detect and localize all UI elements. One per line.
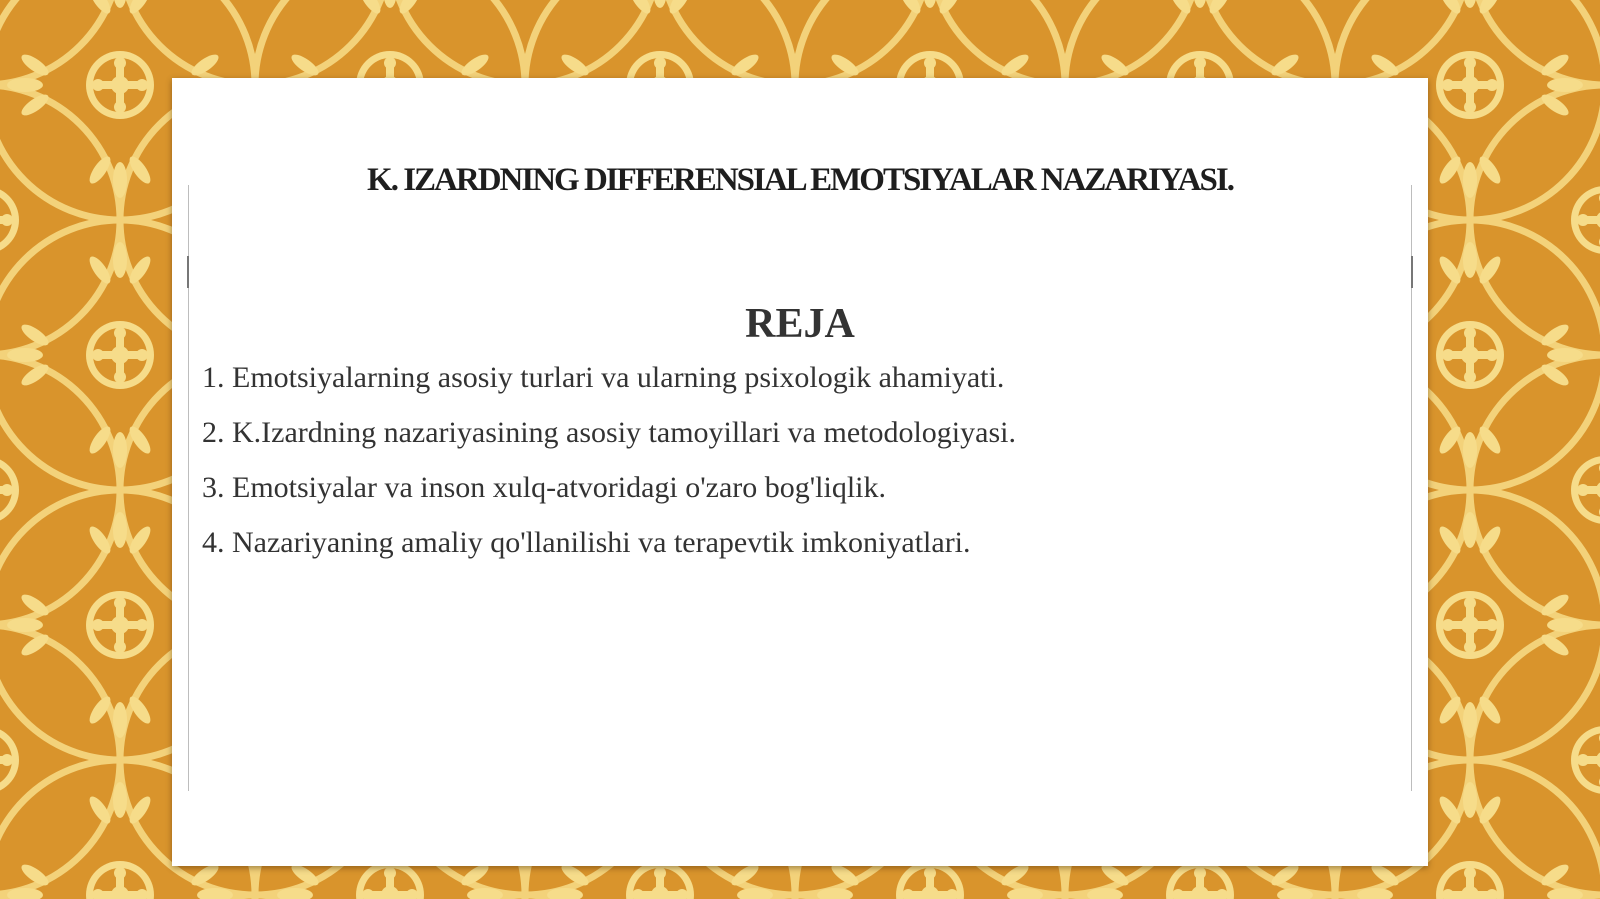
plan-item-3: 3. Emotsiyalar va inson xulq-atvoridagi o'zaro bog'liqlik. xyxy=(202,471,887,504)
plan-item-4: 4. Nazariyaning amaliy qo'llanilishi va terapevtik imkoniyatlari. xyxy=(202,526,971,559)
left-border-tick xyxy=(187,256,189,288)
slide-title: K. IZARDNING DIFFERENSIAL EMOTSIYALAR NAZARIYASI. xyxy=(367,162,1233,198)
plan-item-1: 1. Emotsiyalarning asosiy turlari va ularning psixologik ahamiyati. xyxy=(202,361,1005,394)
slide-card xyxy=(172,78,1428,866)
plan-heading: REJA xyxy=(745,301,855,347)
plan-item-2: 2. K.Izardning nazariyasining asosiy tamoyillari va metodologiyasi. xyxy=(202,416,1016,449)
plan-list xyxy=(202,360,1016,580)
right-border-tick xyxy=(1411,256,1413,288)
